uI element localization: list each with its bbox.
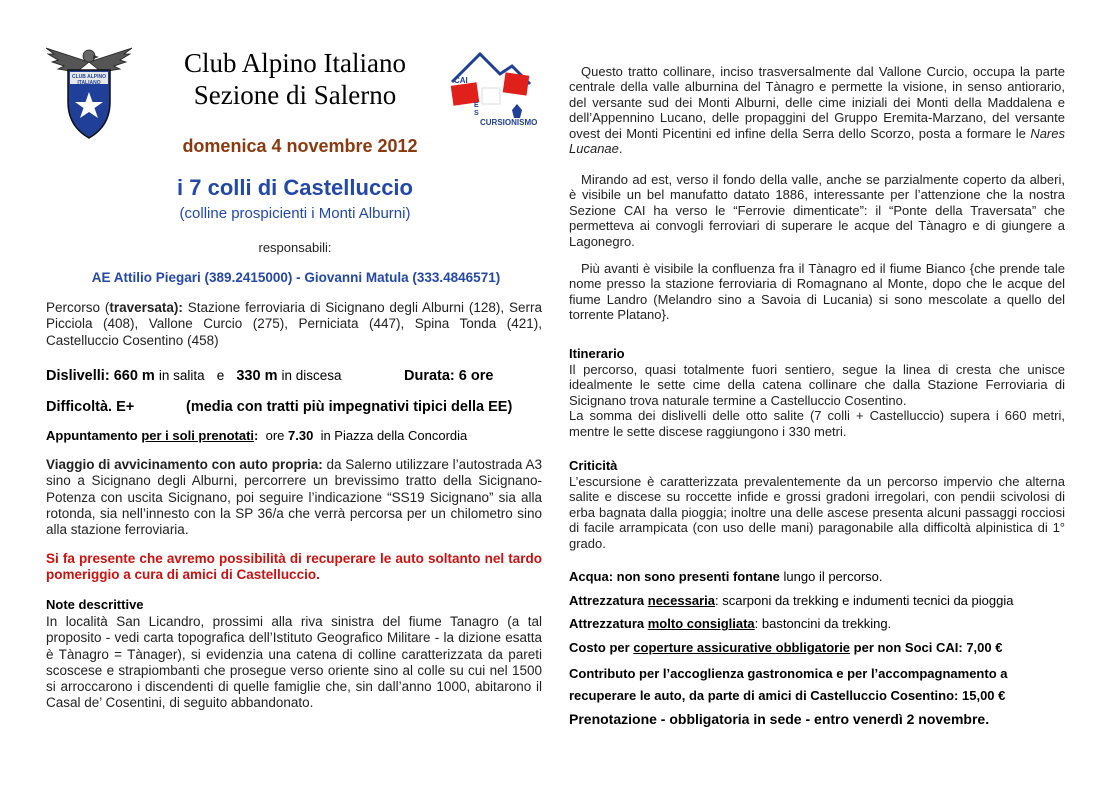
section-name: Sezione di Salerno bbox=[193, 80, 397, 110]
logo-left-text: CLUB ALPINO ITALIANO bbox=[72, 74, 106, 86]
itinerario-text: Il percorso, quasi totalmente fuori sentiero, segue la linea di cresta che unisce idealmente le sette cime della catena collinare che dalla Stazione Ferroviaria di Sicignano trova naturale termine a Castelluccio Cosentino. La somma dei dislivelli delle otto salite (7 colli + Castelluccio) supera i 660 metri, mentre le sette discese raggiungono i 330 metri. bbox=[569, 362, 1065, 439]
event-date: domenica 4 novembre 2012 bbox=[182, 136, 418, 156]
contributo: Contributo per l’accoglienza gastronomica e per l’accompagnamento a recuperare le auto, da parte di amici di Castelluccio Cosentino: 15,00 € bbox=[569, 666, 1008, 703]
event-subtitle: (colline prospicienti i Monti Alburni) bbox=[179, 205, 411, 222]
cai-escursionismo-logo bbox=[442, 44, 537, 134]
responsabili-label: responsabili: bbox=[258, 240, 332, 255]
club-name: Club Alpino Italiano bbox=[184, 48, 406, 78]
durata: Durata: 6 ore bbox=[404, 368, 494, 384]
percorso: Percorso (traversata): Stazione ferroviaria di Sicignano degli Alburni (128), Serra Picciola (408), Vallone Curcio (275), Perniciata (447), Spina Tonda (421), Castelluccio Cosentino (458) bbox=[46, 300, 542, 348]
confluenza-paragraph: Più avanti è visibile la confluenza fra il Tànagro ed il fiume Bianco {che prende tale nome presso la stazione ferroviaria di Romagnano al Monte, dopo che le acque del fiume Landro (Melandro sino a Savoia di Lucania) si sono mescolate a quello del torrente Platano}. bbox=[569, 261, 1065, 323]
appuntamento: Appuntamento per i soli prenotati: ore 7.30 in Piazza della Concordia bbox=[46, 428, 468, 443]
criticita-heading: Criticità bbox=[569, 458, 618, 473]
auto-notice: Si fa presente che avremo possibilità di recuperare le auto soltanto nel tardo pomeriggio a cura di amici di Castelluccio. bbox=[46, 551, 542, 583]
logo-es-text: ES bbox=[474, 102, 479, 117]
event-title: i 7 colli di Castelluccio bbox=[177, 175, 413, 200]
acqua: Acqua: non sono presenti fontane lungo il percorso. bbox=[569, 569, 883, 584]
logo-escursionismo-text: CURSIONISMO bbox=[480, 118, 538, 127]
attrezzatura-necessaria: Attrezzatura necessaria: scarponi da trekking e indumenti tecnici da pioggia bbox=[569, 593, 1014, 608]
note-text: In località San Licandro, prossimi alla riva sinistra del fiume Tanagro (a tal proposito - vedi carta topografica dell’Istituto Geografico Militare - la dizione esatta è Tànagro = Tànager), si evidenzia una catena di colline caratterizzata da pareti scoscese e strapiombanti che prosegue verso oriente sino al colle su cui nel 1500 si arroccarono i discendenti di quelle famiglie che, sin dall’anno 1000, abitarono il Casal de’ Cosentini, di seguito abbandonato. bbox=[46, 614, 542, 711]
criticita-text: L’escursione è caratterizzata prevalentemente da un percorso impervio che alterna salite e discese su roccette infide e grossi gradoni irregolari, con pendii scivolosi di erba bagnata dalla pioggia; inoltre una delle ascese presenta alcuni passaggi rocciosi di facile arrampicata (con uso delle mani) paragonabile alla difficoltà alpinistica di 1° grado. bbox=[569, 474, 1065, 551]
intro-paragraph: Questo tratto collinare, inciso trasversalmente dal Vallone Curcio, occupa la parte centrale della valle alburnina del Tànagro e permette la visione, in senso antiorario, del versante sud dei Monti Alburni, delle cime iniziali dei Monti della Maddalena e dell’Appennino Lucano, delle propaggini del Gruppo Eremita-Marzano, del versante ovest dei Monti Picentini ed infine della Serra dello Scorzo, posta a formare le Nares Lucanae. bbox=[569, 64, 1065, 157]
difficolta-note: (media con tratti più impegnativi tipici della EE) bbox=[186, 399, 513, 415]
dislivelli: Dislivelli: 660 m in salita e 330 m in discesa Durata: 6 ore bbox=[46, 368, 494, 384]
note-heading: Note descrittive bbox=[46, 597, 144, 612]
viaggio: Viaggio di avvicinamento con auto propria: da Salerno utilizzare l’autostrada A3 sino a Sicignano degli Alburni, percorrere un brevissimo tratto della Sicignano-Potenza con uscita Sicignano, poi seguire l’indicazione “SS19 Sicignano” sia alla rotonda, sia nell’innesto con la SP 36/a che verrà percorsa per un chilometro sino alla stazione ferroviaria. bbox=[46, 457, 542, 538]
attrezzatura-consigliata: Attrezzatura molto consigliata: bastoncini da trekking. bbox=[569, 616, 892, 631]
prenotazione: Prenotazione - obbligatoria in sede - entro venerdì 2 novembre. bbox=[569, 711, 990, 727]
ponte-paragraph: Mirando ad est, verso il fondo della valle, anche se parzialmente coperto da alberi, è visibile un bel manufatto datato 1886, interessante per l’attenzione che la nostra Sezione CAI ha verso le “Ferrovie dimenticate”: il “Ponte della Traversata” che permetteva ai convogli ferroviari di superare le acque del Tànagro e di giungere a Lagonegro. bbox=[569, 172, 1065, 249]
club-title bbox=[150, 47, 440, 111]
difficolta: Difficoltà. E+ (media con tratti più impegnativi tipici della EE) bbox=[46, 399, 513, 415]
logo-cai-text: CAI bbox=[454, 76, 468, 85]
itinerario-heading: Itinerario bbox=[569, 346, 625, 361]
costo: Costo per coperture assicurative obbligatorie per non Soci CAI: 7,00 € bbox=[569, 640, 1003, 655]
cai-eagle-logo bbox=[44, 40, 134, 140]
responsabili-names: AE Attilio Piegari (389.2415000) - Giovanni Matula (333.4846571) bbox=[91, 270, 501, 285]
